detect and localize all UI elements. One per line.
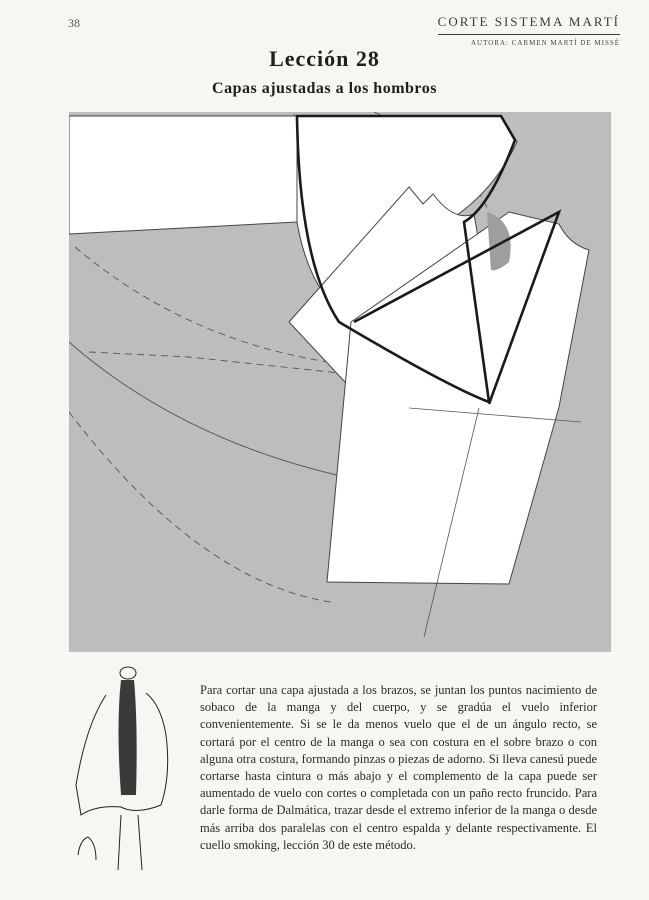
pattern-diagram [69, 112, 611, 652]
author-line: AUTORA: CARMEN MARTÍ DE MISSÉ [470, 39, 620, 47]
head-outline [120, 667, 136, 679]
fashion-illustration [66, 665, 196, 880]
cape-yoke-piece [69, 116, 297, 234]
body-text: Para cortar una capa ajustada a los brazos, se juntan los puntos nacimiento de sobaco de la manga y del cuerpo, y se gradúa el vuelo inferior convenientemente. Si se le da menos vuelo que el de un ángulo recto, se cortará por el centro de la manga o sea con costura en el sobre brazo o con alguna otra costura, formando pinzas o piezas de adorno. Si lleva canesú puede cortarse hasta cintura o más abajo y el complemento de la capa puede ser aumentado de vuelo con cortes o completada con un paño recto fruncido. Para darle forma de Dalmática, trazar desde el extremo inferior de la manga o desde más arriba dos paralelas con el centro espalda y delante respectivamente. El cuello smoking, lección 30 de este método. [200, 683, 597, 852]
lesson-subtitle: Capas ajustadas a los hombros [212, 80, 437, 97]
series-title: CORTE SISTEMA MARTÍ [438, 14, 620, 35]
skirt-lines [118, 815, 142, 870]
lesson-title: Lección 28 [269, 46, 380, 71]
running-header [438, 14, 620, 47]
small-cape-sketch [78, 837, 96, 860]
page-number: 38 [68, 16, 80, 30]
fur-collar [119, 680, 137, 795]
